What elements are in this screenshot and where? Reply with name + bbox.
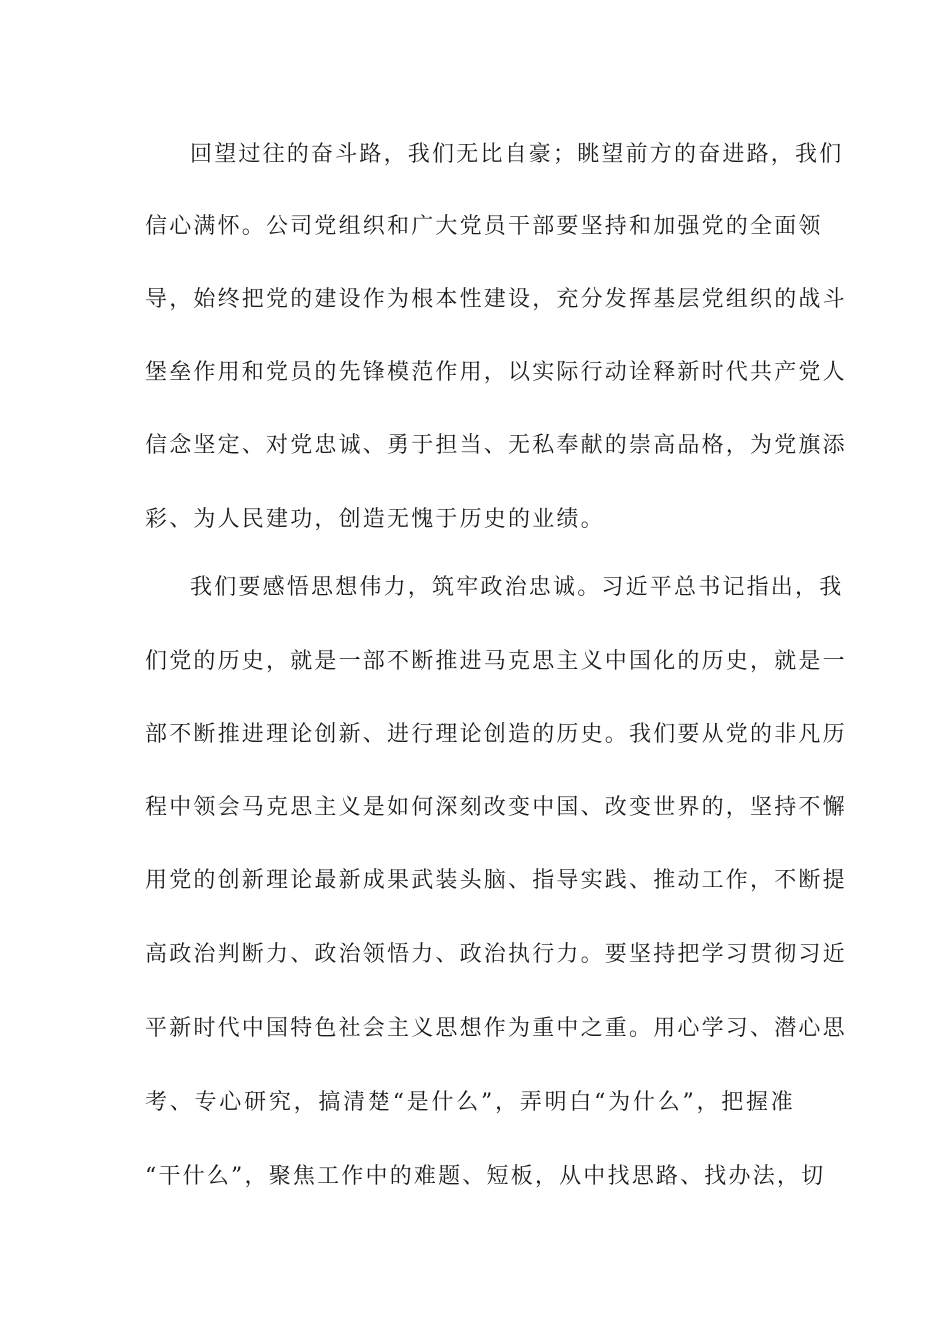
paragraph-2-line-2: 们党的历史，就是一部不断推进马克思主义中国化的历史，就是一 — [145, 649, 847, 674]
paragraph-1-line-2: 信心满怀。公司党组织和广大党员干部要坚持和加强党的全面领 — [145, 214, 823, 239]
paragraph-2-line-7: 平新时代中国特色社会主义思想作为重中之重。用心学习、潜心思 — [145, 1016, 847, 1041]
paragraph-1-line-3: 导，始终把党的建设作为根本性建设，充分发挥基层党组织的战斗 — [145, 287, 847, 312]
paragraph-2-line-1: 我们要感悟思想伟力，筑牢政治忠诚。习近平总书记指出，我 — [190, 575, 844, 600]
paragraph-1-line-4: 堡垒作用和党员的先锋模范作用，以实际行动诠释新时代共产党人 — [145, 360, 847, 385]
paragraph-2-line-8: 考、专心研究，搞清楚“是什么”，弄明白“为什么”，把握准 — [145, 1090, 795, 1115]
paragraph-2-line-6: 高政治判断力、政治领悟力、政治执行力。要坚持把学习贯彻习近 — [145, 942, 847, 967]
paragraph-2-line-9: “干什么”，聚焦工作中的难题、短板，从中找思路、找办法，切 — [145, 1164, 826, 1189]
paragraph-2-line-4: 程中领会马克思主义是如何深刻改变中国、改变世界的，坚持不懈 — [145, 795, 847, 820]
paragraph-2-line-3: 部不断推进理论创新、进行理论创造的历史。我们要从党的非凡历 — [145, 722, 847, 747]
paragraph-1-line-5: 信念坚定、对党忠诚、勇于担当、无私奉献的崇高品格，为党旗添 — [145, 433, 847, 458]
paragraph-2-line-5: 用党的创新理论最新成果武装头脑、指导实践、推动工作，不断提 — [145, 868, 847, 893]
paragraph-1-line-6: 彩、为人民建功，创造无愧于历史的业绩。 — [145, 507, 605, 532]
paragraph-1-line-1: 回望过往的奋斗路，我们无比自豪；眺望前方的奋进路，我们 — [190, 142, 844, 167]
